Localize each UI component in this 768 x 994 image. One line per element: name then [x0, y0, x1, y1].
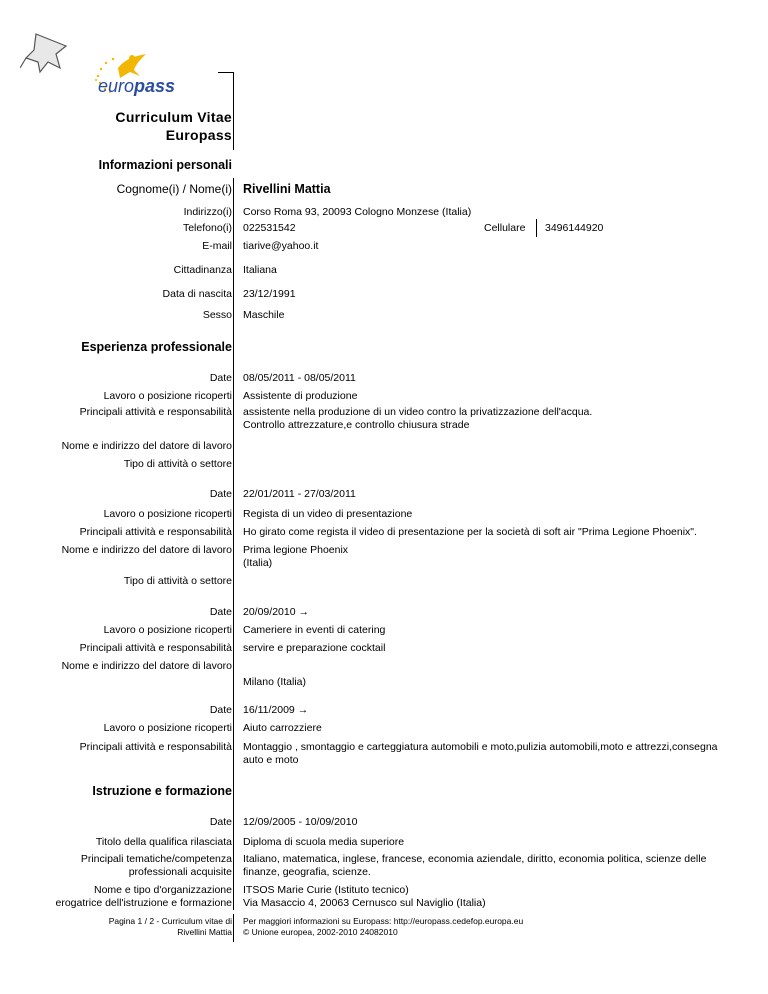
address-value: Corso Roma 93, 20093 Cologno Monzese (Italia) [243, 206, 472, 218]
job-employer-label: Nome e indirizzo del datore di lavoro [61, 544, 232, 556]
edu-title-label: Titolo della qualifica rilasciata [95, 836, 232, 848]
column-divider [233, 178, 234, 910]
edu-org-value: ITSOS Marie Curie (Istituto tecnico) Via Masaccio 4, 20063 Cernusco sul Naviglio (Italia) [243, 884, 486, 909]
job-position-value: Cameriere in eventi di catering [243, 624, 386, 636]
job-position-label: Lavoro o posizione ricoperti [103, 722, 232, 734]
edu-subjects-value: Italiano, matematica, inglese, francese, economia aziendale, diritto, economia politica, scienze delle finanze, geografia, scienze. [243, 853, 707, 878]
job-date-label: Date [209, 606, 232, 618]
sex-value: Maschile [243, 309, 285, 321]
footer-divider [233, 914, 234, 942]
europass-logo-text: europass [98, 76, 176, 96]
job-date-value: 20/09/2010 → [243, 606, 309, 618]
job-activities-label: Principali attività e responsabilità [79, 406, 232, 418]
birth-value: 23/12/1991 [243, 288, 296, 300]
job-employer-value: Milano (Italia) [243, 676, 307, 688]
mobile-label: Cellulare [484, 222, 526, 234]
address-label: Indirizzo(i) [183, 206, 232, 218]
job-employer-label: Nome e indirizzo del datore di lavoro [61, 660, 232, 672]
phone-label: Telefono(i) [182, 222, 232, 234]
section-title-education: Istruzione e formazione [92, 784, 232, 798]
edu-org-label: Nome e tipo d'organizzazione erogatrice dell'istruzione e formazione [55, 884, 232, 909]
job-activities-value: servire e preparazione cocktail [243, 642, 386, 654]
job-date-value: 08/05/2011 - 08/05/2011 [243, 372, 356, 384]
footer-page-info: Pagina 1 / 2 - Curriculum vitae di Rivellini Mattia [108, 916, 232, 937]
mobile-separator [536, 219, 537, 237]
job-sector-label: Tipo di attività o settore [123, 575, 232, 587]
sex-label: Sesso [202, 309, 232, 321]
header-rule [218, 72, 234, 73]
cv-title: Curriculum Vitae Europass [115, 109, 232, 143]
section-title-personal: Informazioni personali [98, 158, 232, 172]
job-activities-label: Principali attività e responsabilità [79, 526, 232, 538]
name-label: Cognome(i) / Nome(i) [116, 182, 232, 196]
edu-title-value: Diploma di scuola media superiore [243, 836, 405, 848]
pin-icon [20, 28, 72, 78]
footer-europass-info: Per maggiori informazioni su Europass: http://europass.cedefop.europa.eu © Unione europea, 2002-2010 24082010 [243, 916, 524, 937]
job-date-label: Date [209, 372, 232, 384]
edu-date-value: 12/09/2005 - 10/09/2010 [243, 816, 358, 828]
job-date-value: 16/11/2009 → [243, 704, 309, 716]
email-label: E-mail [202, 240, 232, 252]
job-activities-label: Principali attività e responsabilità [79, 642, 232, 654]
job-activities-label: Principali attività e responsabilità [79, 741, 232, 753]
job-date-label: Date [209, 488, 232, 500]
job-position-value: Assistente di produzione [243, 390, 358, 402]
edu-date-label: Date [209, 816, 232, 828]
edu-subjects-label: Principali tematiche/competenza professionali acquisite [80, 853, 232, 878]
job-date-label: Date [209, 704, 232, 716]
job-position-label: Lavoro o posizione ricoperti [103, 624, 232, 636]
job-activities-value: Montaggio , smontaggio e carteggiatura automobili e moto,pulizia automobili,moto e attrezzi,consegna auto e moto [243, 741, 718, 766]
citizenship-label: Cittadinanza [173, 264, 232, 276]
job-activities-value: Ho girato come regista il video di presentazione per la società di soft air "Prima Legione Phoenix". [243, 526, 697, 538]
job-employer-label: Nome e indirizzo del datore di lavoro [61, 440, 232, 452]
mobile-value: 3496144920 [545, 222, 604, 234]
job-position-value: Aiuto carrozziere [243, 722, 322, 734]
job-position-label: Lavoro o posizione ricoperti [103, 390, 232, 402]
section-title-experience: Esperienza professionale [81, 340, 232, 354]
job-position-value: Regista di un video di presentazione [243, 508, 413, 520]
column-divider-top [233, 72, 234, 150]
job-sector-label: Tipo di attività o settore [123, 458, 232, 470]
job-date-value: 22/01/2011 - 27/03/2011 [243, 488, 356, 500]
birth-label: Data di nascita [162, 288, 232, 300]
job-position-label: Lavoro o posizione ricoperti [103, 508, 232, 520]
citizenship-value: Italiana [243, 264, 277, 276]
job-employer-value: Prima legione Phoenix (Italia) [243, 544, 349, 569]
email-value[interactable]: tiarive@yahoo.it [243, 240, 319, 252]
phone-value: 022531542 [243, 222, 296, 234]
job-activities-value: assistente nella produzione di un video contro la privatizzazione dell'acqua. Controllo attrezzature,e controllo chiusura strade [243, 406, 593, 431]
name-value: Rivellini Mattia [243, 182, 331, 196]
